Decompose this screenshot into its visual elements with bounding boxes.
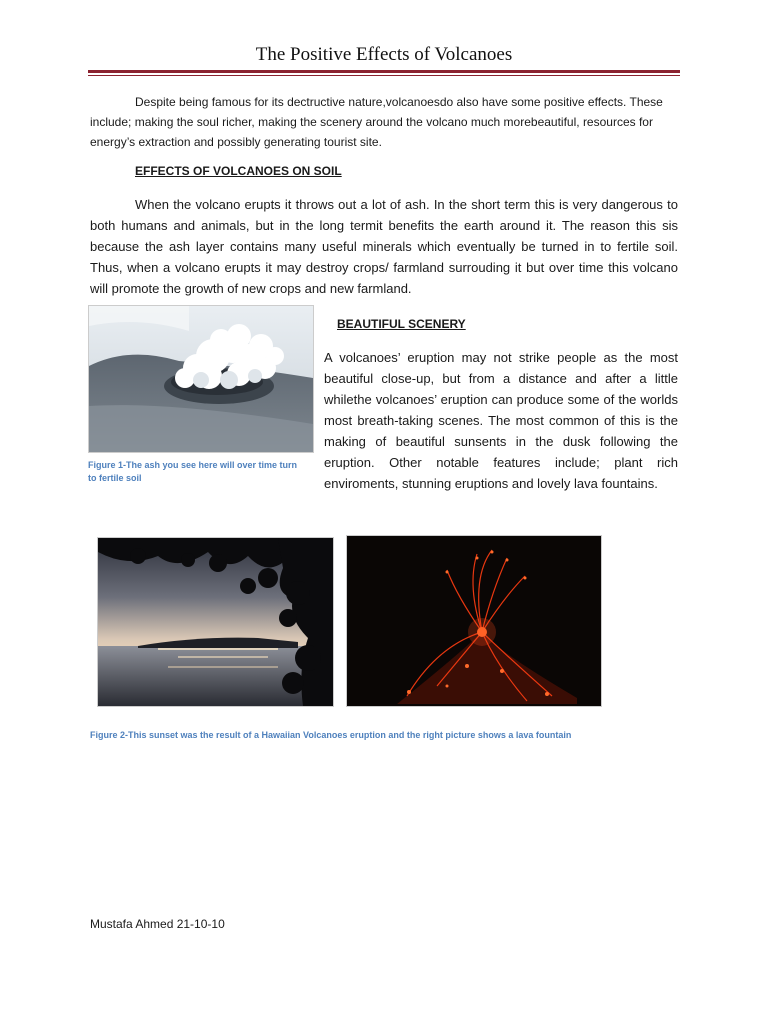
figure2-caption: Figure 2-This sunset was the result of a Hawaiian Volcanoes eruption and the right picture shows a lava fountain	[90, 730, 572, 740]
lava-fountain-photo	[346, 535, 602, 707]
intro-paragraph	[90, 92, 680, 152]
title-rule-thin	[88, 75, 680, 76]
figure1-caption: Figure 1-The ash you see here will over time turn to fertile soil	[88, 460, 298, 483]
soil-paragraph	[90, 194, 678, 299]
soil-text: When the volcano erupts it throws out a lot of ash. In the short term this is very dangerous to both humans and animals, but in the long termit benefits the earth around it. The reason this sis because the ash layer contains many useful minerals which eventually be turned in to fertile soil. Thus, when a volcano erupts it may destroy crops/ farmland surrouding it but over time this volcano will promote the growth of new crops and new farmland.	[90, 197, 678, 296]
title-rule-thick	[88, 70, 680, 73]
sunset-photo	[97, 537, 334, 707]
scenery-paragraph: A volcanoes’ eruption may not strike people as the most beautiful close-up, but from a distance and after a little whilethe volcanoes’ eruption can produce some of the worlds most breath-taking scenes. The most common of this is the making of beautiful sunsents in the dusk following the eruption. Other notable features include; plant rich enviroments, stunning eruptions and lovely lava fountains.	[324, 350, 678, 491]
intro-text: Despite being famous for its dectructive nature,volcanoesdo also have some positive effects. These include; making the soul richer, making the scenery around the volcano much morebeautiful, resources for energy’s extraction and possibly generating tourist site.	[90, 95, 663, 149]
footer-author-date: Mustafa Ahmed 21-10-10	[90, 917, 225, 931]
ash-photo	[88, 305, 314, 453]
page-title: The Positive Effects of Volcanoes	[255, 44, 513, 65]
section-heading-soil: EFFECTS OF VOLCANOES ON SOIL	[135, 164, 342, 178]
section-heading-scenery: BEAUTIFUL SCENERY	[337, 317, 466, 331]
